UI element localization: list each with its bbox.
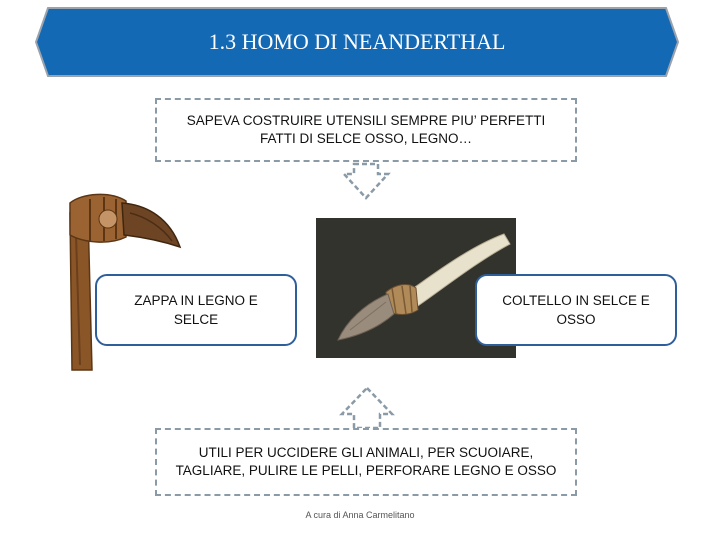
left-text-box: [95, 274, 297, 346]
title-banner: [34, 6, 680, 78]
right-text-box: [475, 274, 677, 346]
down-arrow-icon: [340, 162, 392, 202]
bottom-text-box: [155, 428, 577, 496]
left-box-text: ZAPPA IN LEGNO E SELCE: [134, 293, 258, 327]
up-arrow-icon: [338, 386, 396, 430]
page-title: 1.3 HOMO DI NEANDERTHAL: [208, 29, 506, 54]
right-box-text: COLTELLO IN SELCE E OSSO: [502, 293, 650, 327]
top-box-text: SAPEVA COSTRUIRE UTENSILI SEMPRE PIU’ PERFETTI FATTI DI SELCE OSSO, LEGNO…: [186, 113, 546, 146]
top-text-box: [155, 98, 577, 162]
bottom-box-text: UTILI PER UCCIDERE GLI ANIMALI, PER SCUOIARE, TAGLIARE, PULIRE LE PELLI, PERFORARE LEGNO E OSSO: [175, 445, 557, 478]
footer-credit: A cura di Anna Carmelitano: [305, 510, 415, 520]
